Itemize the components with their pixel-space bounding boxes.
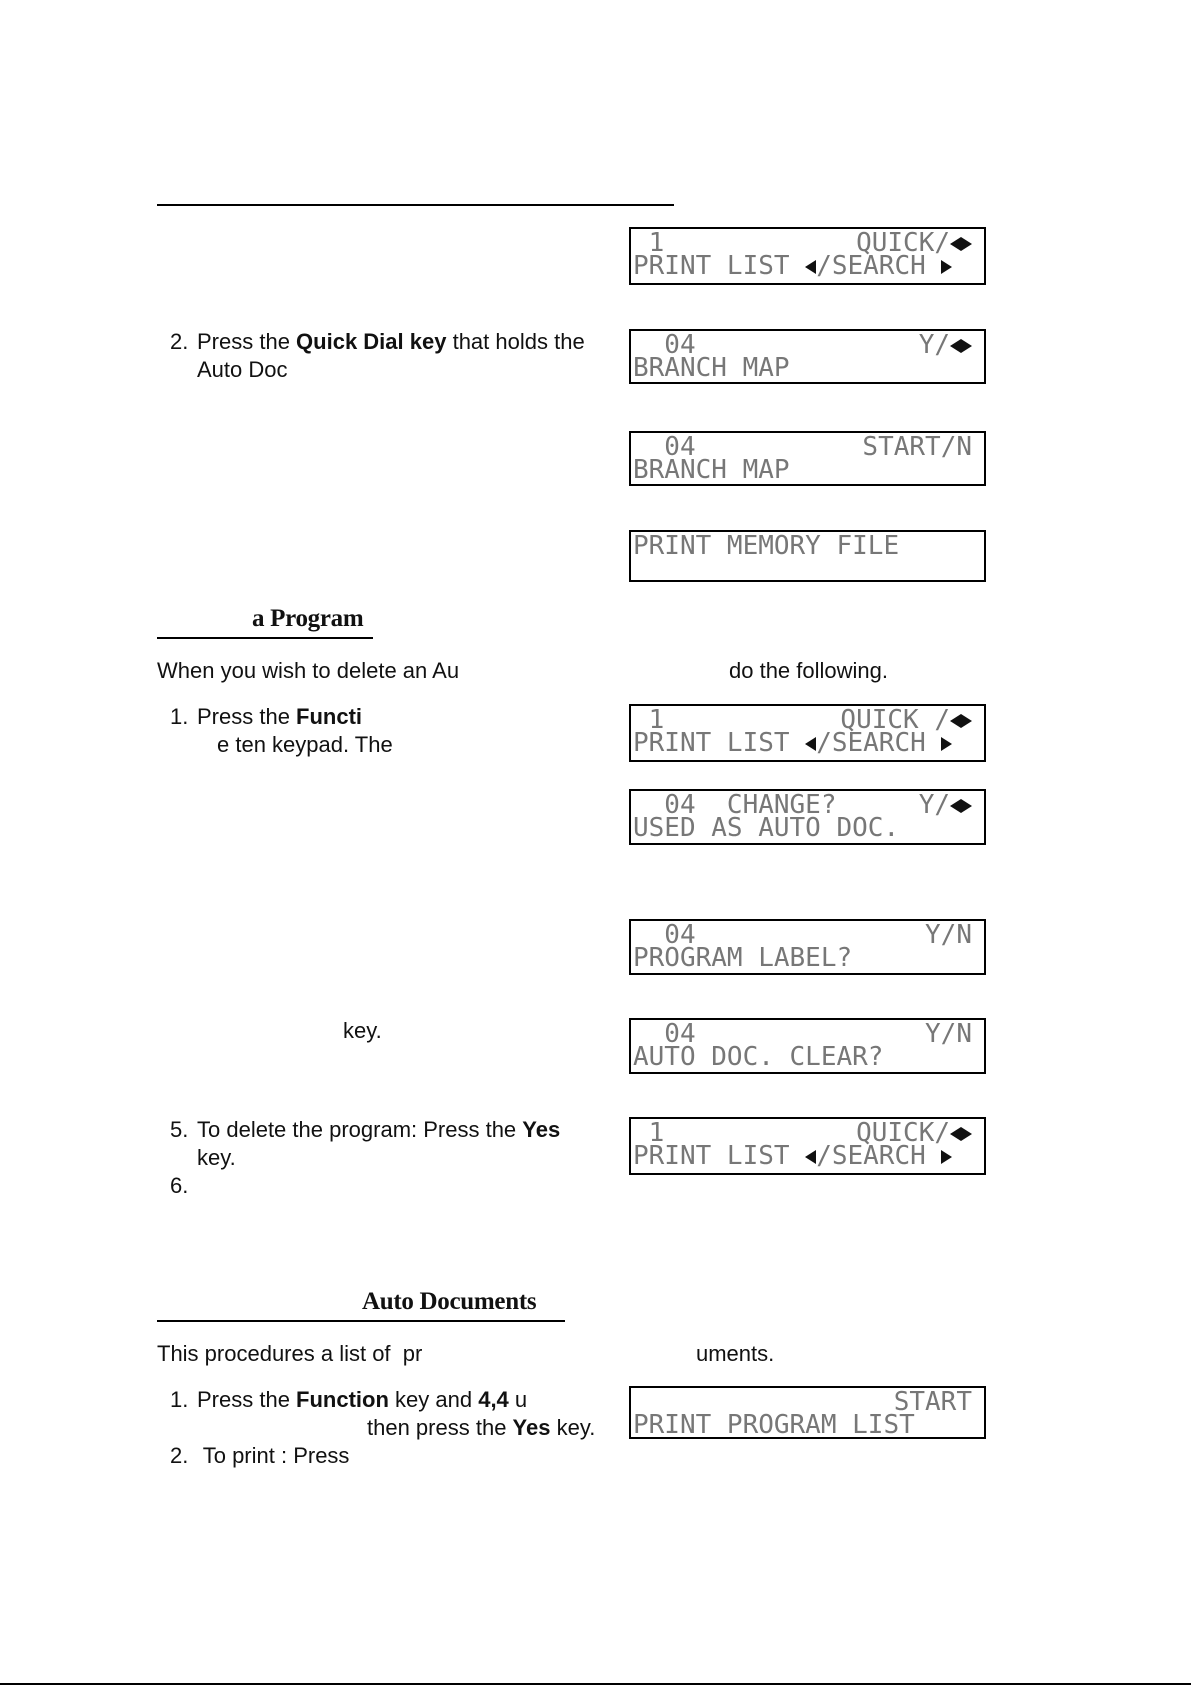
left-arrow-icon: [805, 1150, 816, 1164]
lcd-display-branch-map: 04 Y/ BRANCH MAP: [629, 329, 986, 384]
step-number: 1.: [170, 704, 189, 729]
right-arrow-icon: [961, 237, 972, 251]
intro-text-left: This procedures a list of pr: [157, 1341, 423, 1366]
step-number: 6.: [170, 1173, 189, 1198]
lcd-display-print-memory: PRINT MEMORY FILE: [629, 530, 986, 582]
right-arrow-icon: [961, 714, 972, 728]
left-arrow-icon: [950, 1127, 961, 1141]
right-arrow-icon: [961, 339, 972, 353]
key-text: key.: [343, 1018, 382, 1043]
intro-text-left: When you wish to delete an Au: [157, 658, 460, 683]
left-arrow-icon: [805, 737, 816, 751]
left-arrow-icon: [950, 237, 961, 251]
right-arrow-icon: [941, 737, 952, 751]
left-arrow-icon: [805, 260, 816, 274]
intro-text-right: uments.: [696, 1341, 775, 1366]
intro-text-right: do the following.: [729, 658, 888, 683]
section-rule-top: [157, 204, 674, 206]
step-2-text: To print : Press: [197, 1443, 350, 1468]
right-arrow-icon: [941, 1150, 952, 1164]
step-1-text: Press the Functi: [197, 704, 363, 729]
left-arrow-icon: [950, 714, 961, 728]
left-arrow-icon: [950, 799, 961, 813]
step-number: 2.: [170, 1443, 189, 1468]
step-number: 5.: [170, 1117, 189, 1142]
lcd-display-quick-search: 1 QUICK/ PRINT LIST /SEARCH: [629, 227, 986, 285]
step-2-text-line2: Auto Doc: [197, 357, 288, 382]
step-2-text: Press the Quick Dial key that holds the: [197, 329, 585, 354]
lcd-display-program-label: 04 Y/N PROGRAM LABEL?: [629, 919, 986, 975]
step-1-text-line2: then press the Yes key.: [367, 1415, 596, 1440]
lcd-display-change: 04 CHANGE? Y/ USED AS AUTO DOC.: [629, 789, 986, 845]
section-heading-auto-documents: Auto Documents: [362, 1288, 537, 1315]
section-rule: [157, 637, 373, 639]
right-arrow-icon: [961, 1127, 972, 1141]
step-5-text-line2: key.: [197, 1145, 236, 1170]
step-5-text: To delete the program: Press the Yes: [197, 1117, 561, 1142]
lcd-display-print-program-list: START PRINT PROGRAM LIST: [629, 1386, 986, 1439]
step-1-text: Press the Function key and 4,4 u: [197, 1387, 528, 1412]
lcd-display-auto-doc-clear: 04 Y/N AUTO DOC. CLEAR?: [629, 1018, 986, 1074]
right-arrow-icon: [961, 799, 972, 813]
left-arrow-icon: [950, 339, 961, 353]
step-number: 2.: [170, 329, 189, 354]
lcd-display-quick-search: 1 QUICK/ PRINT LIST /SEARCH: [629, 1117, 986, 1175]
section-rule: [157, 1320, 565, 1322]
lcd-display-quick-search: 1 QUICK / PRINT LIST /SEARCH: [629, 704, 986, 762]
step-1-text-line2: e ten keypad. The: [217, 732, 393, 757]
right-arrow-icon: [941, 260, 952, 274]
step-number: 1.: [170, 1387, 189, 1412]
section-heading-delete-program: a Program: [252, 605, 364, 632]
lcd-display-branch-map-start: 04 START/N BRANCH MAP: [629, 431, 986, 486]
